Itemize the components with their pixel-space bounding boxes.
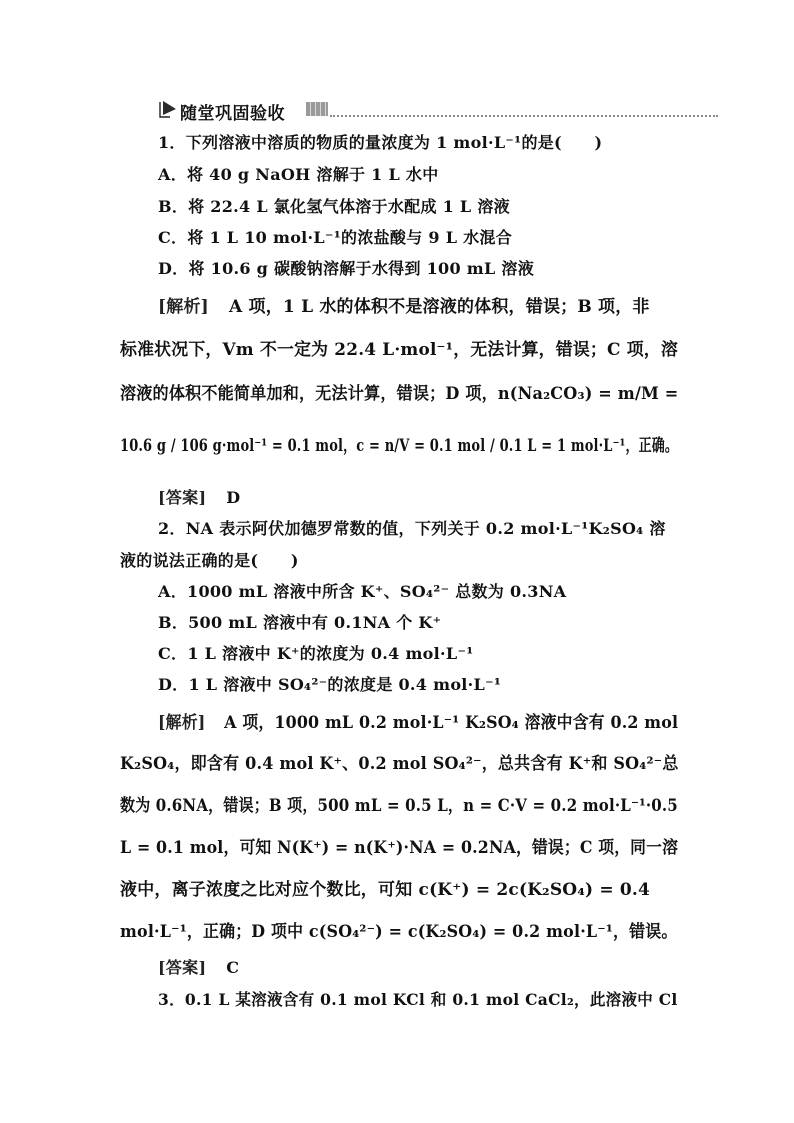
q1-stem-text: 1．下列溶液中溶质的物质的量浓度为 1 mol·L⁻¹的是( ) <box>158 133 603 152</box>
q1-analysis-line-1 <box>158 299 650 316</box>
q2-analysis-line-5: 液中，离子浓度之比对应个数比，可知 c(K⁺) = 2c(K₂SO₄) = 0.4 <box>120 880 651 900</box>
analysis-tag: [解析] <box>158 713 206 733</box>
q1-analysis-text-1: A 项，1 L 水的体积不是溶液的体积，错误；B 项，非 <box>229 297 650 317</box>
q2-analysis-text-1: A 项，1000 mL 0.2 mol·L⁻¹ K₂SO₄ 溶液中含有 0.2 mol <box>224 713 679 733</box>
q2-answer-value: C <box>226 958 240 977</box>
q2-answer <box>158 960 239 976</box>
q1-analysis-line-4: 10.6 g / 106 g·mol⁻¹ = 0.1 mol，c = n/V = 0.1 mol / 0.1 L = 1 mol·L⁻¹，正确。 <box>120 436 679 456</box>
q2-analysis-line-2: K₂SO₄，即含有 0.4 mol K⁺、0.2 mol SO₄²⁻，总共含有 K⁺和 SO₄²⁻总 <box>120 754 679 774</box>
q2-option-c: C．1 L 溶液中 K⁺的浓度为 0.4 mol·L⁻¹ <box>158 644 474 663</box>
section-title: 随堂巩固验收 <box>180 104 285 124</box>
q2-stem-line-2: 液的说法正确的是( ) <box>120 551 299 570</box>
q1-option-c: C．将 1 L 10 mol·L⁻¹的浓盐酸与 9 L 水混合 <box>158 228 513 247</box>
q1-option-d: D．将 10.6 g 碳酸钠溶解于水得到 100 mL 溶液 <box>158 259 535 278</box>
q1-answer <box>158 490 240 506</box>
q1-option-b: B．将 22.4 L 氯化氢气体溶于水配成 1 L 溶液 <box>158 197 510 216</box>
q1-stem <box>158 135 602 151</box>
q2-stem-line-1: 2．NA 表示阿伏加德罗常数的值，下列关于 0.2 mol·L⁻¹K₂SO₄ 溶 <box>158 519 666 538</box>
header-decoration <box>306 102 328 116</box>
q2-analysis-line-1 <box>158 715 678 732</box>
q2-option-a: A．1000 mL 溶液中所含 K⁺、SO₄²⁻ 总数为 0.3NA <box>158 582 567 601</box>
answer-tag: [答案] <box>158 488 207 507</box>
section-header <box>158 97 718 123</box>
header-dotted-rule <box>330 115 718 117</box>
q2-analysis-line-3: 数为 0.6NA，错误；B 项，500 mL = 0.5 L，n = C·V = 0.2 mol·L⁻¹·0.5 <box>120 796 678 816</box>
q1-analysis-line-3: 溶液的体积不能简单加和，无法计算，错误；D 项，n(Na₂CO₃) = m/M = <box>120 384 679 404</box>
q1-answer-value: D <box>226 488 241 507</box>
analysis-tag: [解析] <box>158 297 209 317</box>
q2-analysis-line-6: mol·L⁻¹，正确；D 项中 c(SO₄²⁻) = c(K₂SO₄) = 0.2 mol·L⁻¹，错误。 <box>120 922 678 942</box>
q2-option-b: B．500 mL 溶液中有 0.1NA 个 K⁺ <box>158 613 442 632</box>
play-arrow-icon <box>158 99 178 119</box>
q2-analysis-line-4: L = 0.1 mol，可知 N(K⁺) = n(K⁺)·NA = 0.2NA，错误；C 项，同一溶 <box>120 838 679 858</box>
q2-option-d: D．1 L 溶液中 SO₄²⁻的浓度是 0.4 mol·L⁻¹ <box>158 675 502 694</box>
q3-stem-line-1: 3．0.1 L 某溶液含有 0.1 mol KCl 和 0.1 mol CaCl₂，此溶液中 Cl <box>158 990 678 1009</box>
q1-analysis-line-2: 标准状况下，Vm 不一定为 22.4 L·mol⁻¹，无法计算，错误；C 项，溶 <box>120 340 678 360</box>
q1-option-a: A．将 40 g NaOH 溶解于 1 L 水中 <box>158 165 439 184</box>
answer-tag: [答案] <box>158 958 207 977</box>
